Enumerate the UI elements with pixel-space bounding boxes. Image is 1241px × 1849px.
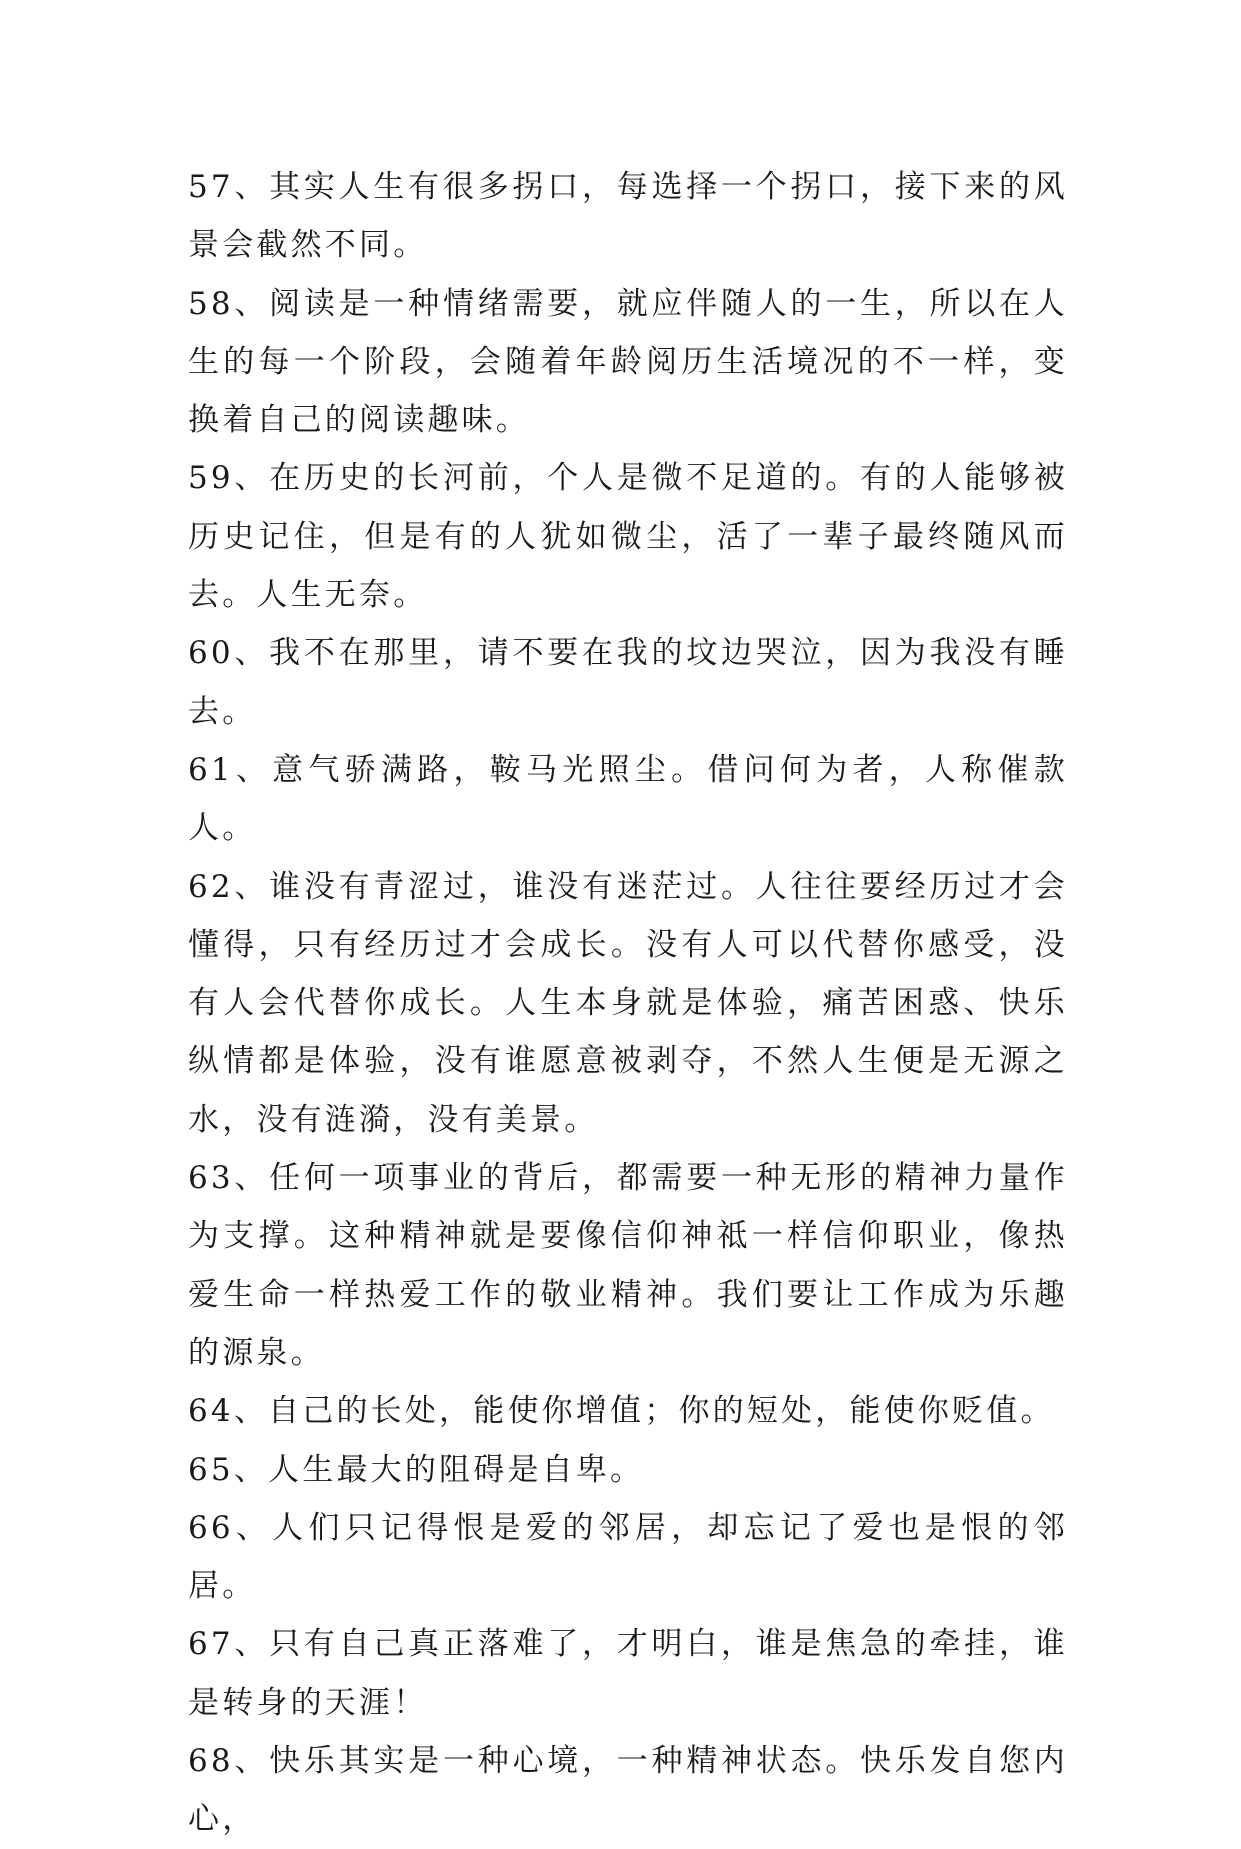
paragraph-57: 57、其实人生有很多拐口，每选择一个拐口，接下来的风景会截然不同。: [188, 169, 1068, 264]
paragraph-64: 64、自己的长处，能使你增值；你的短处，能使你贬值。: [188, 1393, 1055, 1430]
paragraph-61: 61、意气骄满路，鞍马光照尘。借问何为者，人称催款人。: [188, 751, 1068, 847]
paragraph-67: 67、只有自己真正落难了，才明白，谁是焦急的牵挂，谁是转身的天涯！: [188, 1626, 1068, 1721]
paragraph-60: 60、我不在那里，请不要在我的坟边哭泣，因为我没有睡去。: [188, 635, 1068, 730]
paragraph-59: 59、在历史的长河前，个人是微不足道的。有的人能够被历史记住，但是有的人犹如微尘，活了一辈子最终随风而去。人生无奈。: [188, 460, 1068, 614]
paragraph-63: 63、任何一项事业的背后，都需要一种无形的精神力量作为支撑。这种精神就是要像信仰神祗一样信仰职业，像热爱生命一样热爱工作的敬业精神。我们要让工作成为乐趣的源泉。: [188, 1160, 1068, 1371]
paragraph-62: 62、谁没有青涩过，谁没有迷茫过。人往往要经历过才会懂得，只有经历过才会成长。没有人可以代替你感受，没有人会代替你成长。人生本身就是体验，痛苦困惑、快乐纵情都是体验，没有谁愿意被剥夺，不然人生便是无源之水，没有涟漪，没有美景。: [188, 868, 1068, 1138]
paragraph-58: 58、阅读是一种情绪需要，就应伴随人的一生，所以在人生的每一个阶段，会随着年龄阅历生活境况的不一样，变换着自己的阅读趣味。: [188, 285, 1068, 439]
paragraph-66: 66、人们只记得恨是爱的邻居，却忘记了爱也是恨的邻居。: [188, 1509, 1068, 1605]
paragraph-68: 68、快乐其实是一种心境，一种精神状态。快乐发自您内心，: [188, 1743, 1068, 1838]
paragraph-65: 65、人生最大的阻碍是自卑。: [188, 1451, 645, 1488]
document-body: [188, 158, 1068, 1849]
